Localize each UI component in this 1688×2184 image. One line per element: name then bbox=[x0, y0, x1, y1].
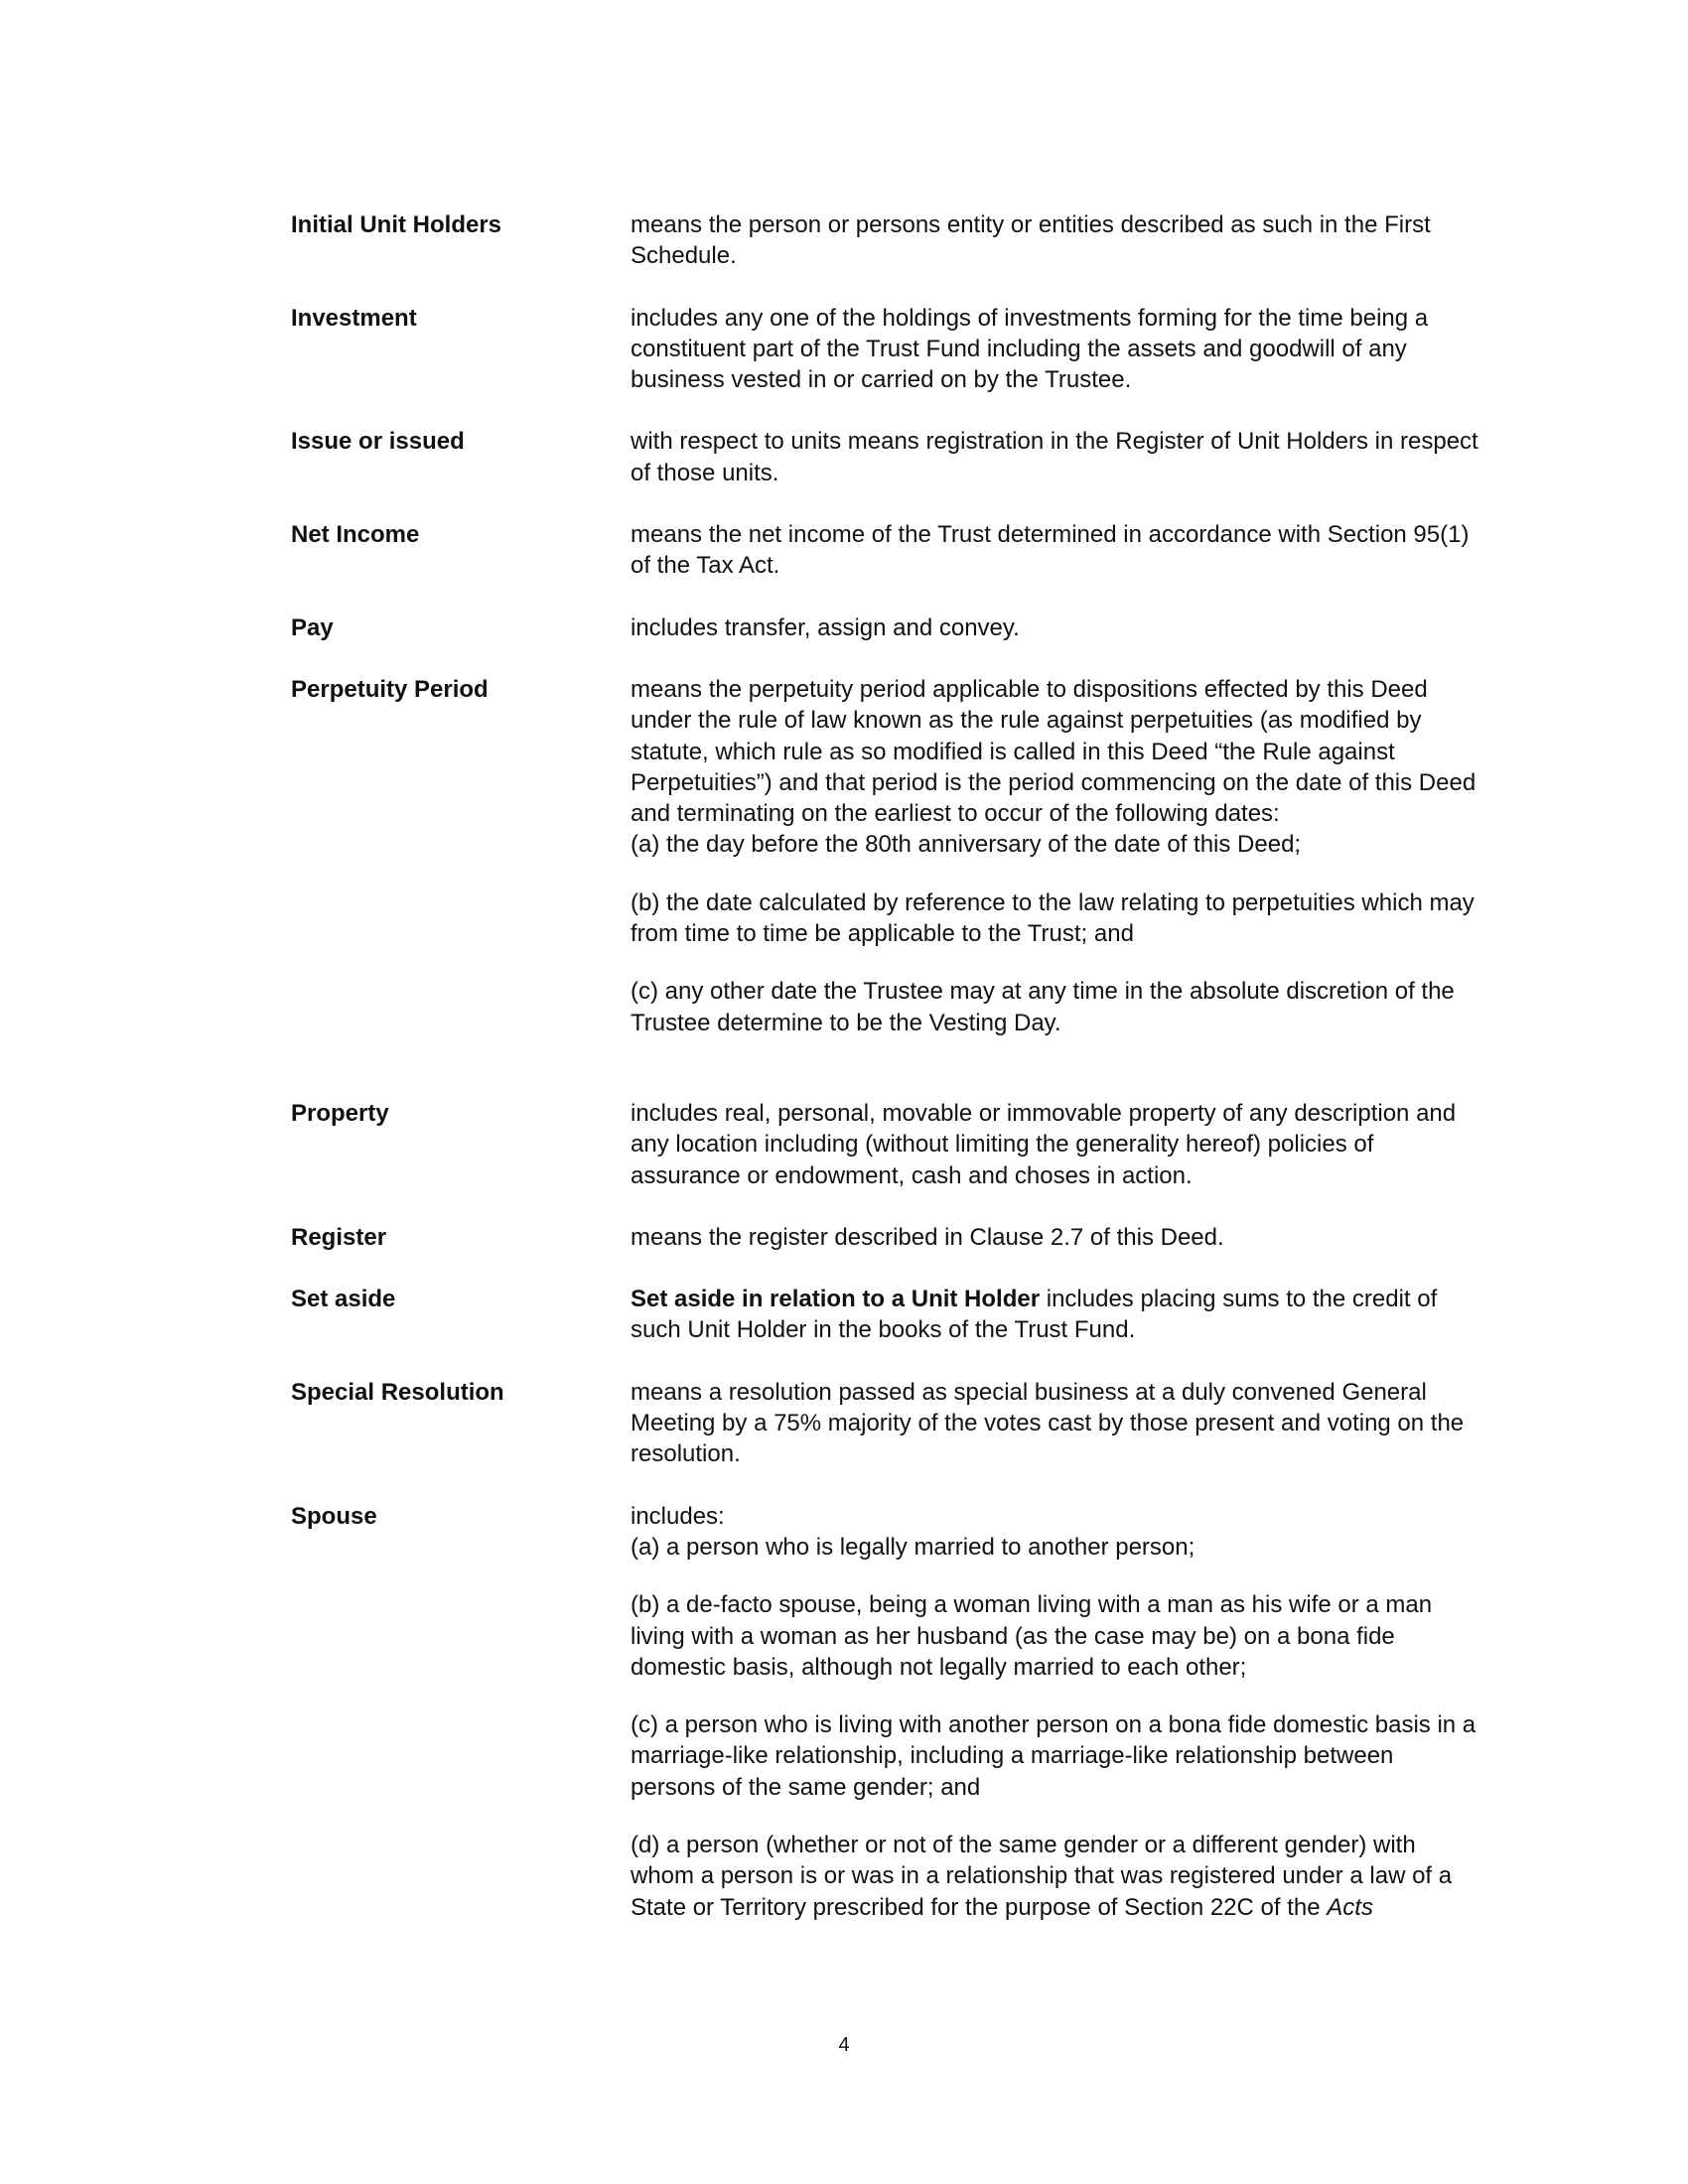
definition-perpetuity-period bbox=[291, 674, 1482, 1038]
definition-term: Initial Unit Holders bbox=[291, 211, 502, 238]
definition-item-a: (a) the day before the 80th anniversary of the date of this Deed; bbox=[631, 831, 1302, 859]
definition-text bbox=[631, 426, 1482, 488]
definition-term: Spouse bbox=[291, 1502, 377, 1530]
definition-term: Pay bbox=[291, 614, 334, 641]
definition-paragraph-lead: includes: bbox=[631, 1502, 725, 1530]
definition-paragraph: with respect to units means registration in the Register of Unit Holders in respect of those units. bbox=[631, 428, 1478, 486]
definition-term: Special Resolution bbox=[291, 1378, 504, 1406]
definition-text bbox=[631, 1222, 1482, 1253]
definition-text bbox=[631, 613, 1482, 643]
definition-text bbox=[631, 519, 1482, 582]
definition-item-d-text: (d) a person (whether or not of the same gender or a different gender) with whom a person is or was in a relationship that was registered under a law of a State or Territory prescribed for the purpose of Section 22C of the bbox=[631, 1831, 1453, 1921]
definition-special-resolution bbox=[291, 1377, 1482, 1470]
definition-register bbox=[291, 1222, 1482, 1253]
definition-paragraph-lead: means the perpetuity period applicable to dispositions effected by this Deed under the rule of law known as the rule against perpetuities (as modified by statute, which rule as so modified is called in this Deed “the Rule against Perpetuities”) and that period is the period commencing on the date of this Deed and terminating on the earliest to occur of the following dates: bbox=[631, 675, 1477, 828]
definition-term: Register bbox=[291, 1223, 387, 1251]
definition-term: Property bbox=[291, 1099, 389, 1127]
definition-term: Investment bbox=[291, 304, 417, 332]
definition-text bbox=[631, 674, 1482, 1038]
definition-paragraph: means the register described in Clause 2.7 of this Deed. bbox=[631, 1223, 1224, 1251]
definition-item-c: (c) any other date the Trustee may at any time in the absolute discretion of the Trustee determine to be the Vesting Day. bbox=[631, 978, 1455, 1036]
definition-paragraph: includes real, personal, movable or immovable property of any description and any location including (without limiting the generality hereof) policies of assurance or endowment, cash and choses in action. bbox=[631, 1099, 1457, 1189]
definition-initial-unit-holders bbox=[291, 209, 1482, 272]
definition-paragraph: includes transfer, assign and convey. bbox=[631, 614, 1020, 641]
definition-item-a: (a) a person who is legally married to another person; bbox=[631, 1533, 1196, 1561]
definition-text bbox=[631, 209, 1482, 272]
definition-paragraph: means a resolution passed as special business at a duly convened General Meeting by a 75% majority of the votes cast by those present and voting on the resolution. bbox=[631, 1378, 1465, 1468]
definition-paragraph: means the net income of the Trust determined in accordance with Section 95(1) of the Tax Act. bbox=[631, 521, 1470, 580]
definition-text bbox=[631, 1098, 1482, 1191]
definition-spouse bbox=[291, 1501, 1482, 1923]
definition-term: Set aside bbox=[291, 1286, 396, 1313]
definition-item-b: (b) the date calculated by reference to the law relating to perpetuities which may from time to time be applicable to the Trust; and bbox=[631, 888, 1475, 948]
definition-text bbox=[631, 1377, 1482, 1470]
definition-set-aside bbox=[291, 1284, 1482, 1346]
definition-paragraph bbox=[631, 1501, 1482, 1564]
definition-item-b: (b) a de-facto spouse, being a woman living with a man as his wife or a man living with a woman as her husband (as the case may be) on a bona fide domestic basis, although not legally married to each other; bbox=[631, 1591, 1433, 1681]
definition-paragraph bbox=[631, 1284, 1482, 1346]
definition-item-d-italic: Acts bbox=[1327, 1893, 1373, 1921]
page-number: 4 bbox=[838, 2034, 850, 2056]
definition-investment bbox=[291, 303, 1482, 396]
definition-pay bbox=[291, 613, 1482, 643]
definition-term: Perpetuity Period bbox=[291, 675, 489, 703]
definition-net-income bbox=[291, 519, 1482, 582]
definition-paragraph bbox=[631, 674, 1482, 861]
definition-text bbox=[631, 303, 1482, 396]
definition-term: Net Income bbox=[291, 521, 420, 549]
definition-paragraph-rest: includes placing sums to the credit of such Unit Holder in the books of the Trust Fund. bbox=[631, 1286, 1438, 1344]
definition-item-d bbox=[631, 1830, 1482, 1923]
definition-issue bbox=[291, 426, 1482, 488]
definition-item-c: (c) a person who is living with another person on a bona fide domestic basis in a marriage-like relationship, including a marriage-like relationship between persons of the same gender; and bbox=[631, 1711, 1477, 1801]
definition-paragraph: means the person or persons entity or entities described as such in the First Schedule. bbox=[631, 211, 1431, 270]
definition-text bbox=[631, 1284, 1482, 1346]
definition-bold-lead: Set aside in relation to a Unit Holder bbox=[631, 1286, 1041, 1313]
definition-paragraph: includes any one of the holdings of investments forming for the time being a constituent part of the Trust Fund including the assets and goodwill of any business vested in or carried on by the Trustee. bbox=[631, 304, 1429, 394]
definitions-list bbox=[291, 209, 1482, 1954]
definition-text bbox=[631, 1501, 1482, 1923]
definition-property bbox=[291, 1098, 1482, 1191]
definition-term: Issue or issued bbox=[291, 428, 465, 456]
